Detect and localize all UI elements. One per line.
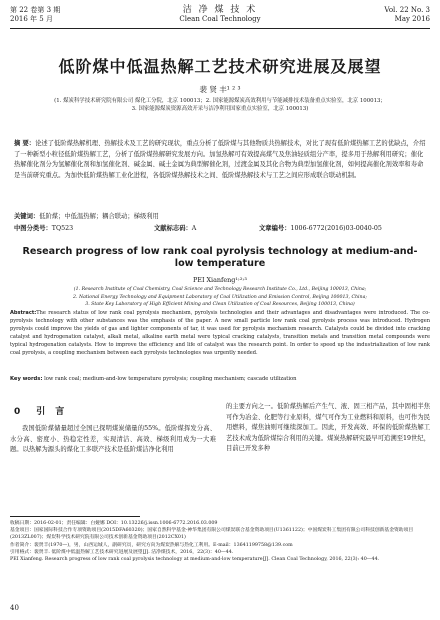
footnote-received: 收稿日期：2016-02-01；责任编辑：白娅娜 DOI：10.13226/j.issn.1006-6772.2016.03.009 [10,521,218,526]
affiliation-en-line: (1. Research Institute of Coal Chemistry, Coal Science and Technology Research Institute Co., Ltd., Beijing 100013, China; [73,287,367,292]
body-text-left: 我国低阶煤储量超过全国已探明煤炭储量的55%。低阶煤挥发分高、水分高、密度小、热稳定性差，实现清洁、高效、梯级利用成为一大难题。以热解为源头的煤化工多联产技术是低阶煤洁净化利用 [10,425,216,454]
article-id-label: 文章编号： [259,225,291,232]
author-cn: 裴 贤 丰¹ ² ³ [199,85,241,94]
affiliation-en-line: 2. National Energy Technology and Equipment Laboratory of Coal Utilization and Emission Control, Beijing 100013, China; [73,294,367,300]
article-id [259,223,382,232]
abstract-en-text: The research status of low rank coal pyrolysis mechanism, pyrolysis technologies and their advantages and disadvantages were introduced. The co-pyrolysis technology with other substances was the emphasis of the paper. A new small particle low rank coal pyrolysis process was introduced. Hydrogen pyrolysis could improve the yields of gas and lighter components of tar, it was used for pyrolysis mechanism research. Catalysts could be divided into cracking catalyst and hydrogenation catalyst, alkali metal, alkaline earth metal were typical cracking catalysts, transition metals and transition metal compounds were typical hydrogenation catalysts. How to improve the efficiency and life of catalyst was the research point. In order to speed up the industrialization of low rank coal pyrolysis, a coupling mechanism between each pyrolysis technologies was urgently needed. [10,310,430,356]
document-code [154,223,196,232]
footnotes [10,520,430,563]
classification-line [14,223,426,233]
keywords-cn-text: 低阶煤；中低温热解；耦合联动；梯级利用 [39,213,159,220]
section-heading [14,404,74,417]
abstract-cn-label: 摘 要： [14,140,36,147]
footnote-citation-cn: 引用格式：裴贤丰. 低阶煤中低温热解工艺技术研究进展及展望[J]. 洁净煤技术，2016，22(3)：40—44. [10,549,234,555]
footnote-rule [10,516,140,517]
header-issue-right [384,6,430,24]
clc-value: TQ523 [51,225,74,232]
journal-name-en: Clean Coal Technology [179,15,261,23]
paper-title-en: Research progress of low rank coal pyrolysis technology at medium-and-low temperature [22,246,418,269]
header-volume-cn: 第 22 卷第 3 期 [10,6,61,14]
affiliation-en [12,286,428,309]
running-header [10,6,430,30]
doc-label: 文献标志码： [154,225,192,232]
section-number: 0 [14,407,21,417]
abstract-cn-text: 论述了低阶煤热解机理、热解技术及工艺的研究现状，重点分析了低阶煤与其他物质共热解技术，对比了现有低阶煤热解工艺的优缺点，介绍了一种新型小粒径低阶煤热解工艺，分析了低阶煤热解研究发展方向。加氢热解可有效提高煤气及焦油轻质组分产率，提多用于热解利用研究；催化热解催化剂分为氢解催化剂和加氢催化剂、碱金属、碱土金属为典型解催化剂，过渡金属及其化合物为典型加氢催化剂，如何提高催化剂效率和寿命是当前研究重点。为加快低阶煤热解工业化进程，各低阶煤热解技术之间、低阶煤热解技术与工艺之间应形成联合联动机制。 [14,140,426,179]
affiliation-cn-line: 3. 国家能源煤炭资源高效开采与洁净利用国家重点实验室，北京 100013) [131,106,309,112]
body-text-right: 的主要方向之一。低阶煤热解后产生气、液、固三相产品，其中固相半焦可作为冶金、化肥等行业原料，煤气可作为工业燃料和原料，也可作为民用燃料，煤焦油则可继续深加工。因此，开发高效、环保的低阶煤热解工艺技术成为低阶煤综合利用的关键。煤炭热解研究最早可追溯至19世纪，目前已开发多种 [226,403,430,453]
affiliation-en-line: 3. State Key Laboratory of High Efficient Mining and Clean Utilization of Coal Resources, Beijing 100013, China) [85,302,355,308]
header-journal [10,6,430,24]
keywords-cn [14,212,426,221]
keywords-en-label: Key words: [10,376,43,382]
header-volume-en: Vol. 22 No. 3 [384,6,430,14]
header-date-cn: 2016 年 5 月 [10,15,53,23]
affiliation-cn [12,97,428,113]
paper-title-cn: 低阶煤中低温热解工艺技术研究进展及展望 [58,57,382,76]
section-title: 引言 [36,407,75,417]
header-date-en: May 2016 [394,15,430,23]
clc-label: 中图分类号： [14,225,52,232]
footnote-author-bio: 作者简介：裴贤丰(1970—)，男，山西运城人，副研究员，研究方向为煤炭热解与热化工利用。E-mail：13641199758@139.com [10,542,293,548]
abstract-cn [14,139,426,181]
affiliation-cn-line: (1. 煤炭科学技术研究院有限公司 煤化工分院，北京 100013；2. 国家能源煤炭高效利用与节能减排技术装备重点实验室，北京 100013； [54,98,386,104]
abstract-en-label: Abstract: [10,310,37,316]
footnote-funding: 基金项目：国家国际科技合作专项资助项目(2015DFA60320)；国家自然科学基金-神华集团有限公司煤炭联合基金资助项目(U1361122)；中国煤炭科工集团有限公司科技创新基金资助项目(2013ZL007)；煤炭科学技术研究院有限公司技术创新基金资助项目(2012CX01) [10,528,414,541]
abstract-en [10,310,430,357]
author-en: PEI Xianfeng¹˒²˒³ [192,276,247,284]
page-number: 40 [10,604,19,612]
keywords-en-text: low rank coal; medium-and-low temperature pyrolysis; coupling mechanism; cascade utilization [44,376,297,382]
doc-value: A [191,225,197,232]
clc-number [14,223,73,232]
footnote-citation-en: PEI Xianfeng. Research progress of low rank coal pyrolysis technology at medium-and-low temperature[J]. Clean Coal Technology, 2016, 22(3): 40—44. [10,557,380,563]
keywords-en [10,376,430,384]
article-id-value: 1006-6772(2016)03-0040-05 [290,225,382,232]
keywords-cn-label: 关键词： [14,213,40,220]
journal-name-cn: 洁 净 煤 技 术 [182,5,258,15]
header-rule [10,28,430,29]
